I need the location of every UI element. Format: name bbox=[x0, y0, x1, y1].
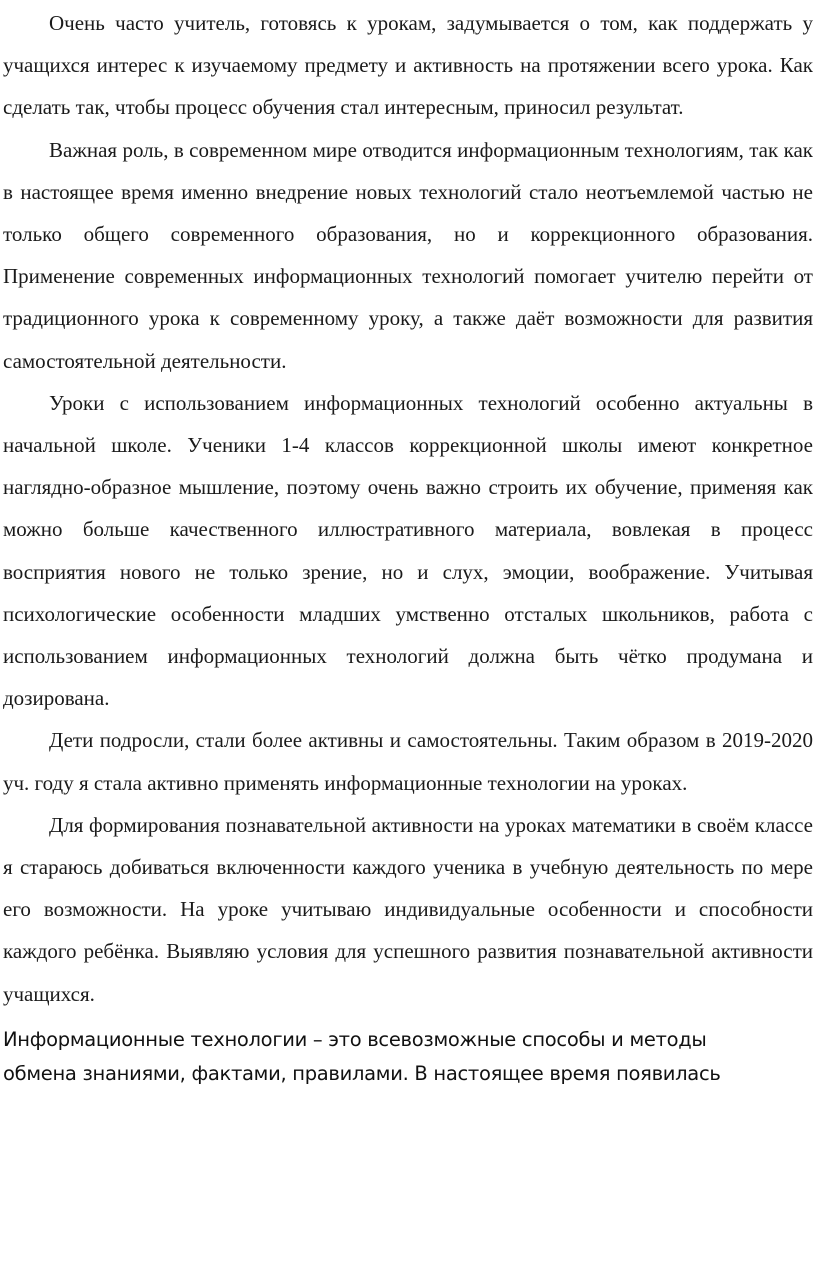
closing-line: Информационные технологии – это всевозможные способы и методы bbox=[3, 1027, 707, 1051]
paragraph-cognitive-activity: Для формирования познавательной активности на уроках математики в своём классе я стараюсь добиваться включенности каждого ученика в учебную деятельность по мере его возможности. На уроке учитываю индивидуальные особенности и способности каждого ребёнка. Выявляю условия для успешного развития познавательной активности учащихся. bbox=[3, 812, 813, 1006]
paragraph-intro: Очень часто учитель, готовясь к урокам, задумывается о том, как поддержать у учащихся интерес к изучаемому предмету и активность на протяжении всего урока. Как сделать так, чтобы процесс обучения стал интересным, приносил результат. bbox=[3, 11, 813, 120]
closing-line: обмена знаниями, фактами, правилами. В настоящее время появилась bbox=[3, 1061, 721, 1085]
paragraph-information-technology-role: Важная роль, в современном мире отводится информационным технологиям, так как в настоящее время именно внедрение новых технологий стало неотъемлемой частью не только общего современного образования, но и коррекционного образования. Применение современных информационных технологий помогает учителю перейти от традиционного урока к современному уроку, а также даёт возможности для развития самостоятельной деятельности. bbox=[3, 137, 813, 373]
paragraph-primary-school-lessons: Уроки с использованием информационных технологий особенно актуальны в начальной школе. Ученики 1-4 классов коррекционной школы имеют конкретное наглядно-образное мышление, поэтому очень важно строить их обучение, применяя как можно больше качественного иллюстративного материала, вовлекая в процесс восприятия нового не только зрение, но и слух, эмоции, воображение. Учитывая психологические особенности младших умственно отсталых школьников, работа с использованием информационных технологий должна быть чётко продумана и дозирована. bbox=[3, 390, 813, 711]
paragraph-children-grew-up: Дети подросли, стали более активны и самостоятельны. Таким образом в 2019-2020 уч. году я стала активно применять информационные технологии на уроках. bbox=[3, 728, 813, 795]
closing-paragraph bbox=[3, 1023, 813, 1091]
